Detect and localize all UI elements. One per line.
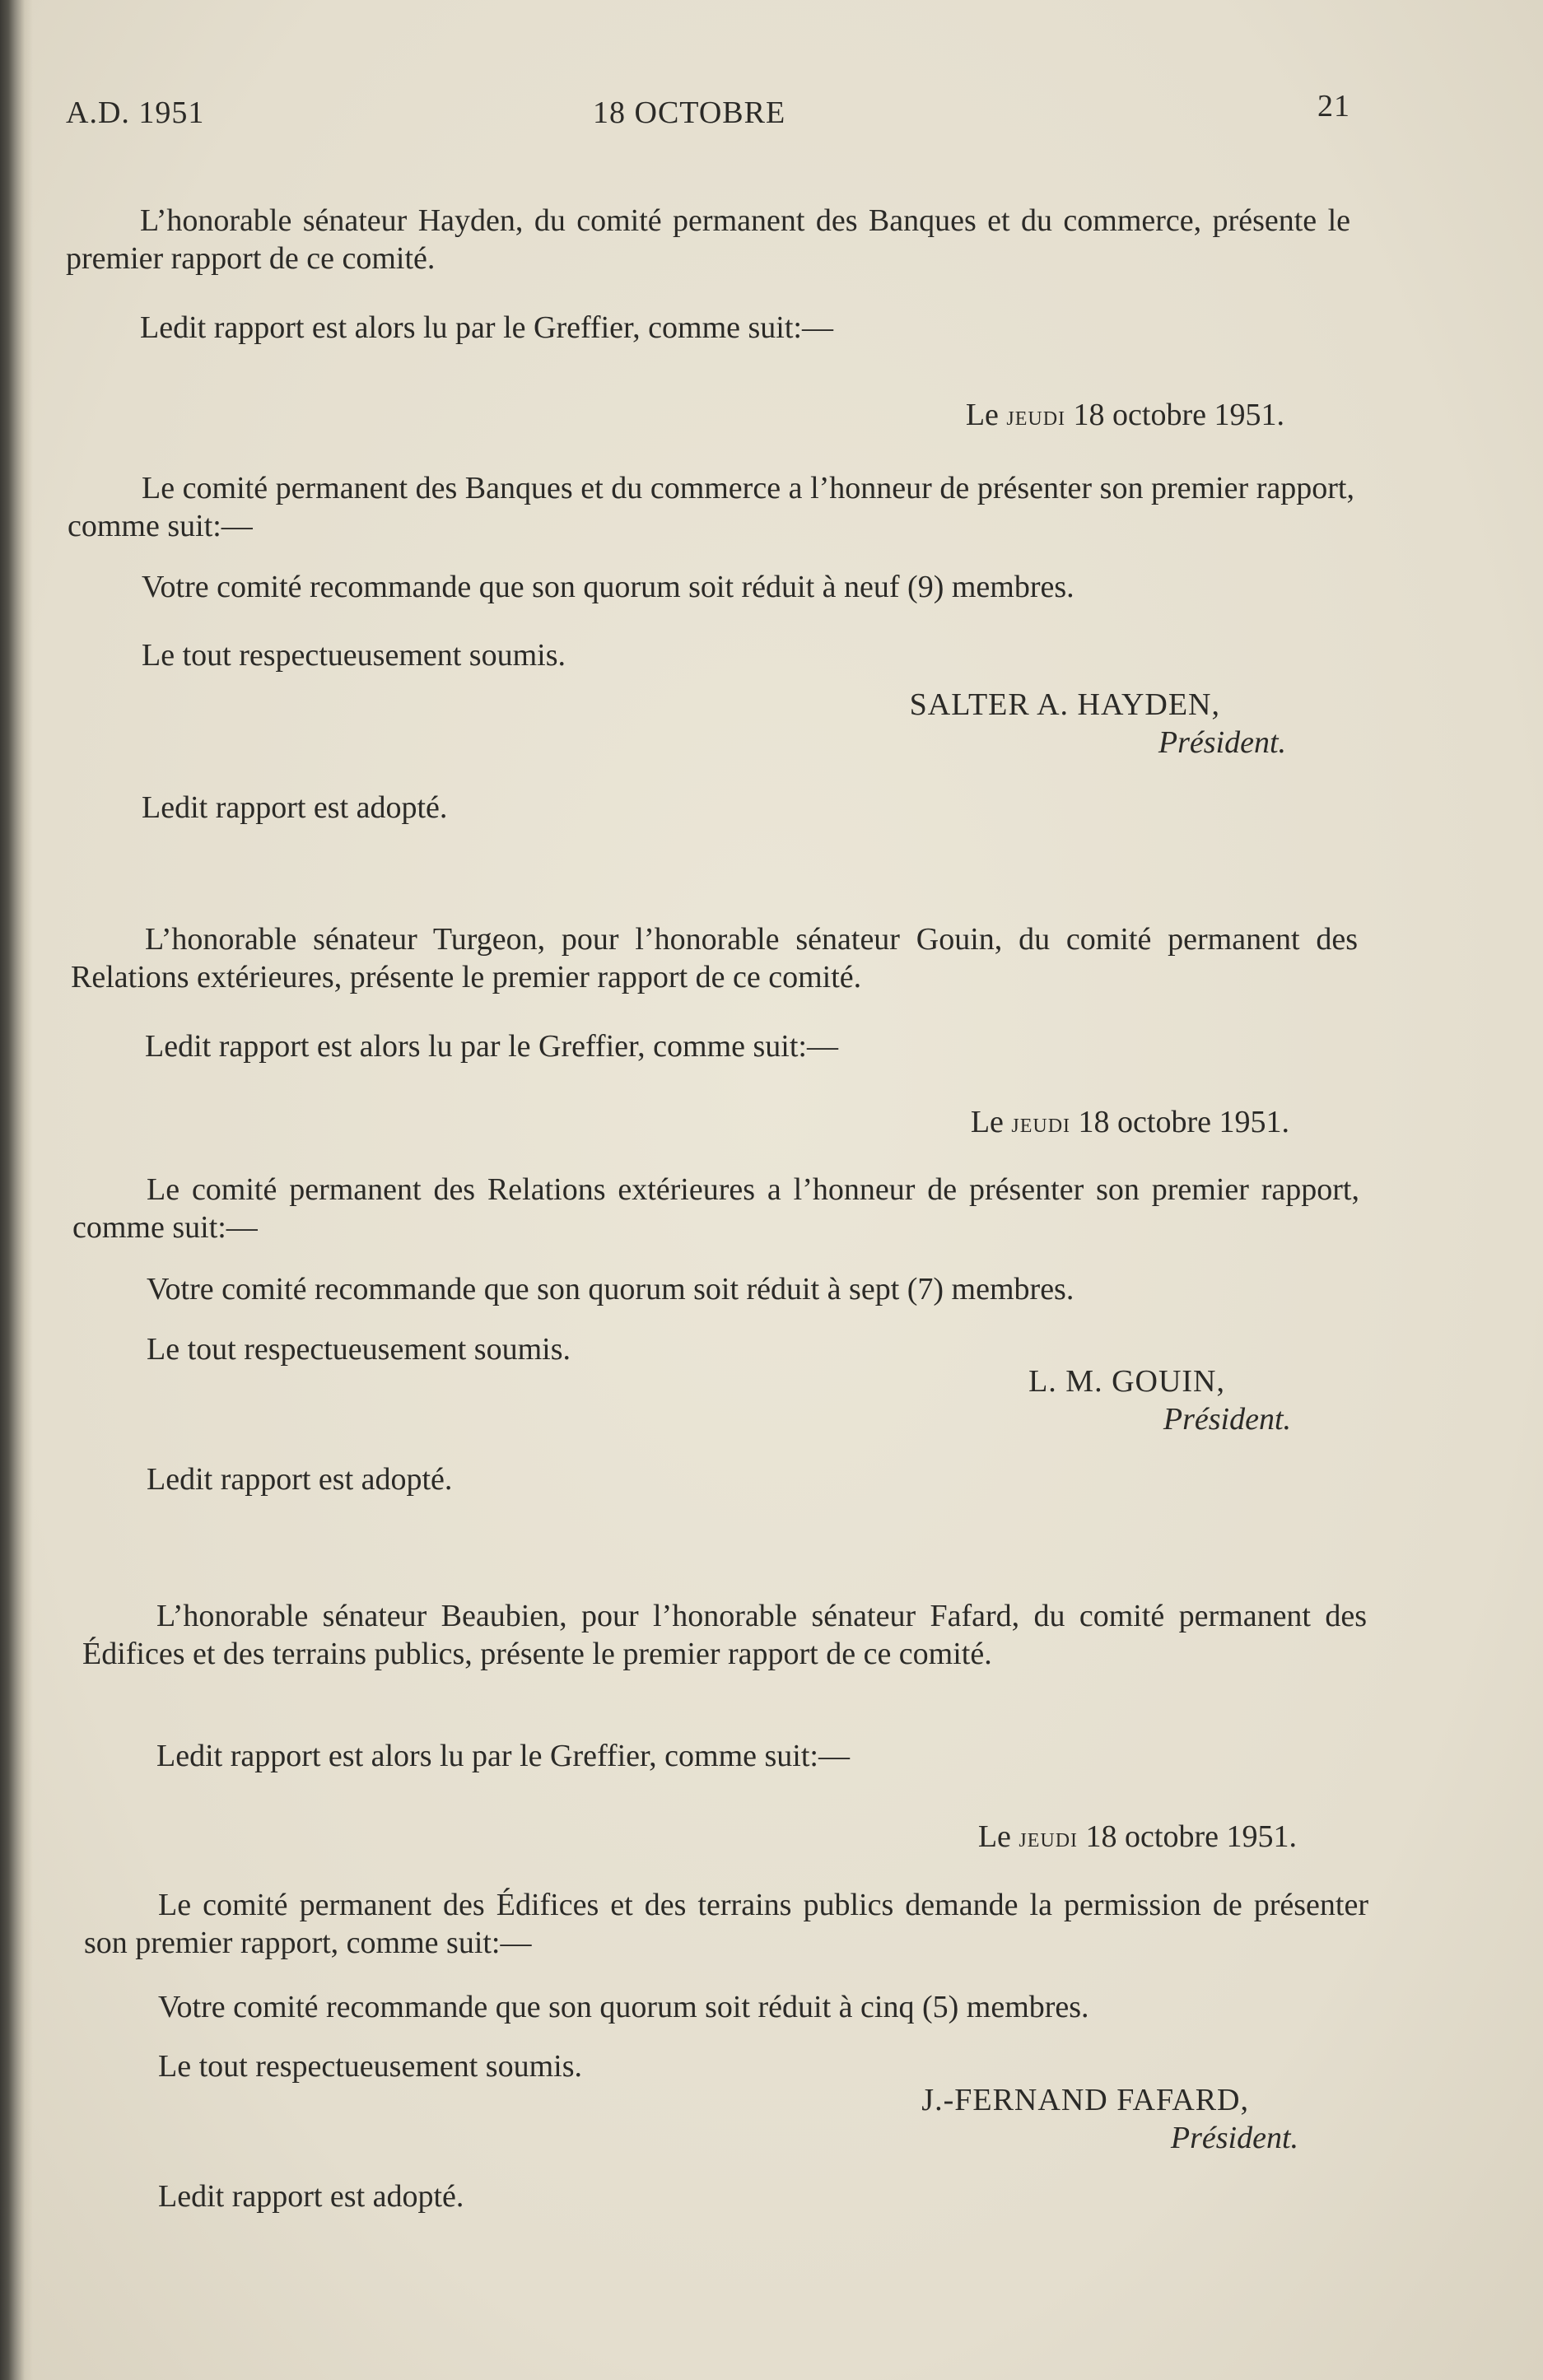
report-3-body: Le comité permanent des Édifices et des terrains publics demande la permission de présenter son premier rapport, comme suit:— xyxy=(84,1888,1368,1960)
signatory-name: L. M. GOUIN, xyxy=(1028,1364,1225,1399)
report-1-date: Le jeudi 18 octobre 1951. xyxy=(965,398,1284,432)
signatory-name: SALTER A. HAYDEN, xyxy=(909,687,1220,722)
signatory-title: Président. xyxy=(1163,1402,1291,1437)
report-2-read: Ledit rapport est alors lu par le Greffier, comme suit:— xyxy=(145,1029,838,1064)
report-3-intro: L’honorable sénateur Beaubien, pour l’honorable sénateur Fafard, du comité permanent des Édifices et des terrains publics, présente le premier rapport de ce comité. xyxy=(82,1599,1367,1671)
header-year: A.D. 1951 xyxy=(66,95,205,130)
report-2-body: Le comité permanent des Relations extérieures a l’honneur de présenter son premier rapport, comme suit:— xyxy=(72,1172,1359,1245)
report-2-date: Le jeudi 18 octobre 1951. xyxy=(970,1105,1289,1139)
report-1-closing: Le tout respectueusement soumis. xyxy=(142,638,566,673)
signatory-title: Président. xyxy=(1158,725,1286,760)
report-3-read: Ledit rapport est alors lu par le Greffier, comme suit:— xyxy=(156,1739,850,1773)
report-2-date-day: jeudi xyxy=(1011,1108,1071,1139)
report-2-closing: Le tout respectueusement soumis. xyxy=(147,1332,571,1367)
signatory-title: Président. xyxy=(1170,2121,1298,2155)
report-2-signature xyxy=(72,1362,1291,1438)
report-3-adopted: Ledit rapport est adopté. xyxy=(158,2179,464,2214)
report-1-adopted: Ledit rapport est adopté. xyxy=(142,790,448,825)
report-3-recommendation: Votre comité recommande que son quorum soit réduit à cinq (5) membres. xyxy=(158,1990,1089,2024)
report-3-date: Le jeudi 18 octobre 1951. xyxy=(977,1819,1297,1854)
report-1-intro: L’honorable sénateur Hayden, du comité permanent des Banques et du commerce, présente le premier rapport de ce comité. xyxy=(66,203,1350,276)
report-1-body: Le comité permanent des Banques et du commerce a l’honneur de présenter son premier rapport, comme suit:— xyxy=(68,471,1354,543)
report-1-signature xyxy=(68,686,1286,762)
page-number: 21 xyxy=(1317,89,1350,123)
page-header xyxy=(66,89,1350,136)
report-2-recommendation: Votre comité recommande que son quorum soit réduit à sept (7) membres. xyxy=(147,1272,1075,1306)
report-1-date-day: jeudi xyxy=(1006,401,1066,431)
report-2-adopted: Ledit rapport est adopté. xyxy=(147,1462,453,1497)
report-1-read: Ledit rapport est alors lu par le Greffier, comme suit:— xyxy=(140,310,833,345)
page-binding-edge xyxy=(0,0,33,2380)
report-3-closing: Le tout respectueusement soumis. xyxy=(158,2049,582,2084)
report-3-signature xyxy=(84,2081,1298,2157)
report-2-intro: L’honorable sénateur Turgeon, pour l’honorable sénateur Gouin, du comité permanent des Relations extérieures, présente le premier rapport de ce comité. xyxy=(71,922,1358,994)
report-3-date-day: jeudi xyxy=(1019,1823,1079,1853)
report-1-recommendation: Votre comité recommande que son quorum soit réduit à neuf (9) membres. xyxy=(142,570,1075,604)
signatory-name: J.-FERNAND FAFARD, xyxy=(921,2083,1249,2117)
header-date: 18 OCTOBRE xyxy=(593,95,786,130)
